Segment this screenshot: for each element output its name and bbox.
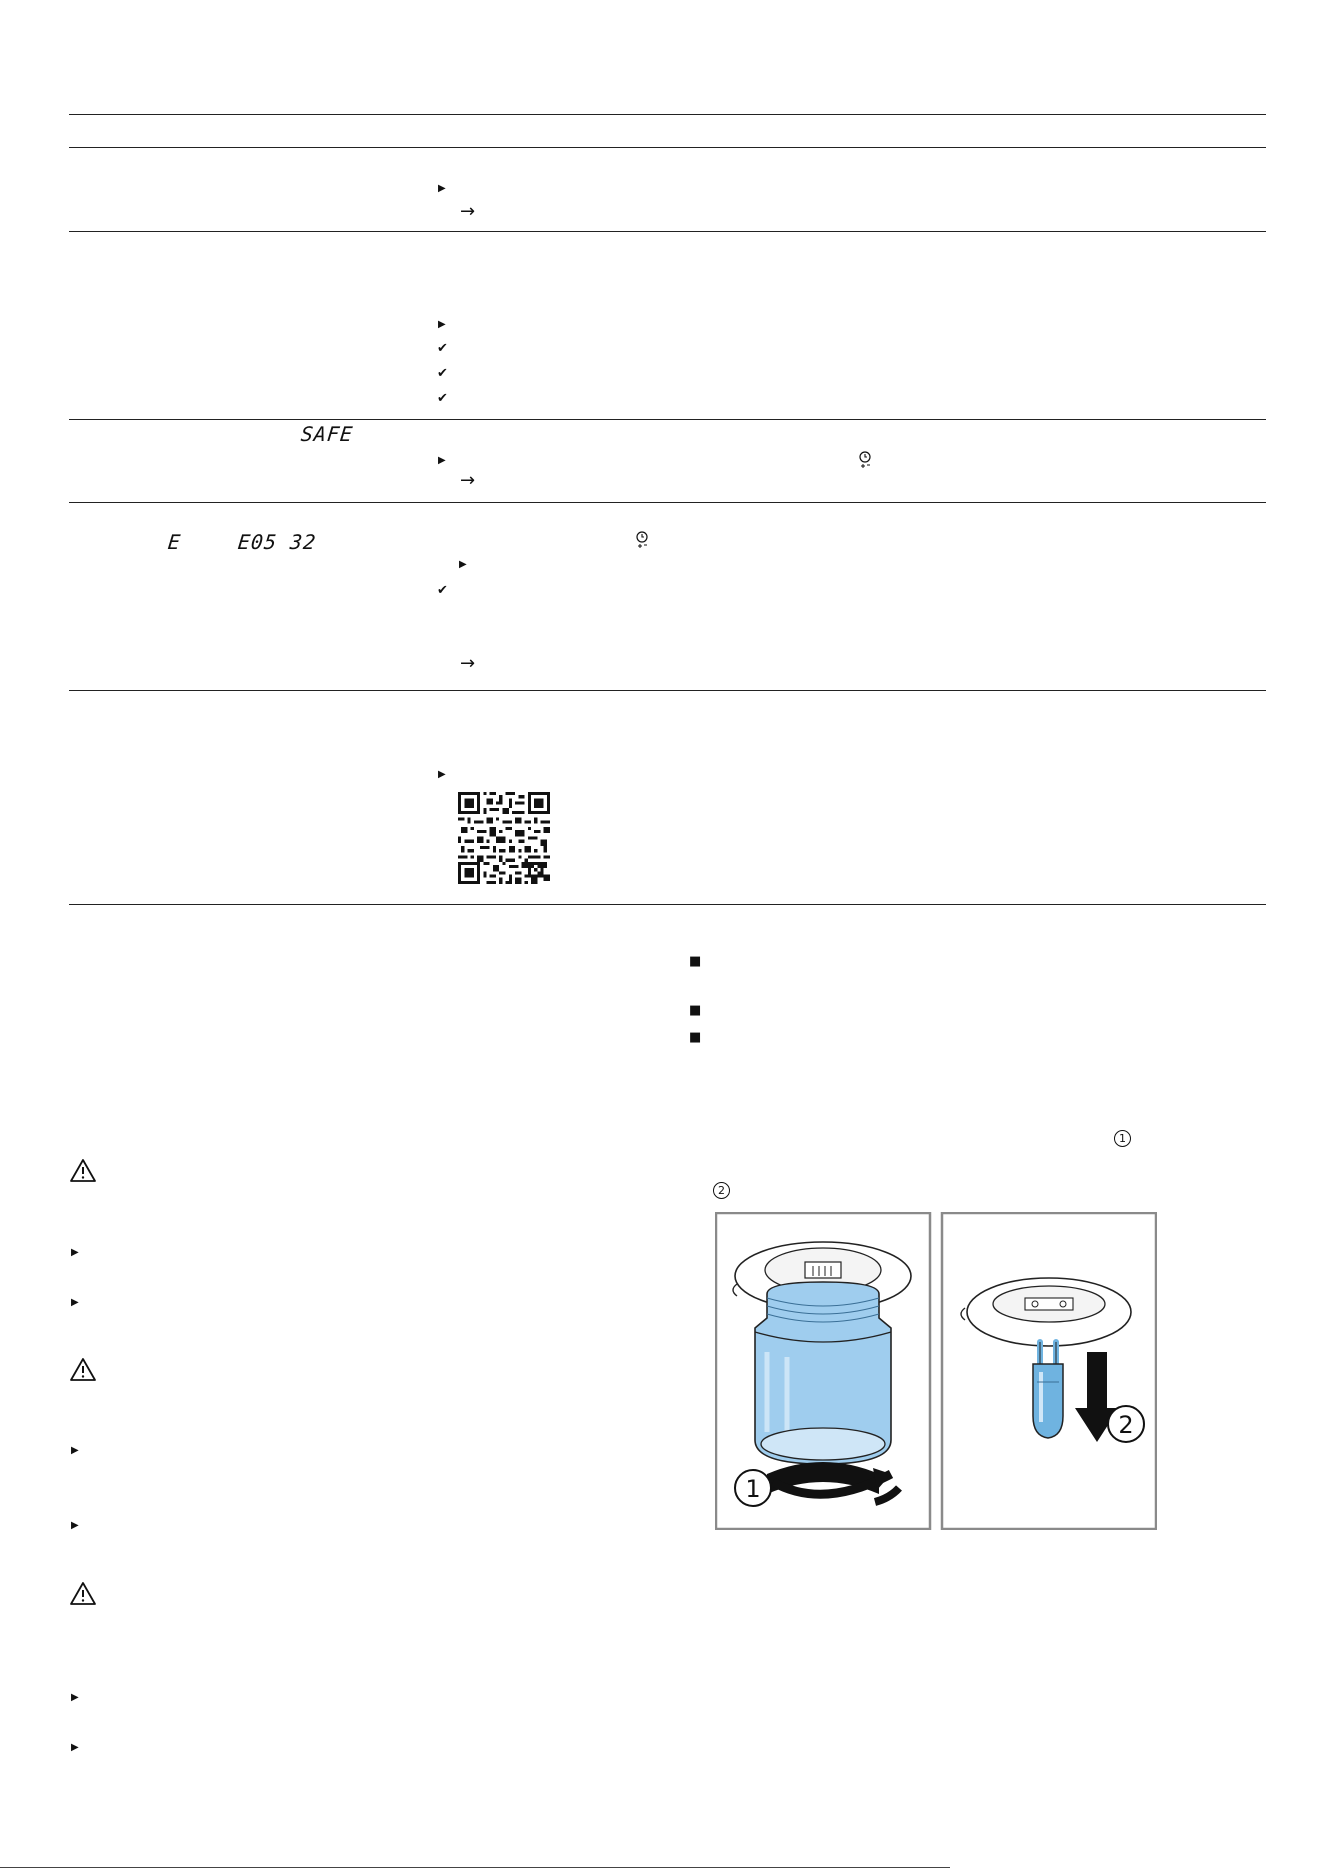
step-marker-1: 1	[1114, 1130, 1131, 1147]
table-row-rule	[69, 502, 1266, 503]
display-code-error-letter: E	[166, 530, 183, 554]
step-triangle-icon: ▶	[71, 1520, 79, 1531]
table-header-rule	[69, 147, 1266, 148]
warning-triangle-icon	[69, 1357, 97, 1383]
result-arrow-icon: →	[460, 201, 476, 222]
bullet-square-icon: ■	[689, 1030, 702, 1045]
step-triangle-icon: ▶	[71, 1297, 79, 1308]
qr-code-icon	[458, 792, 550, 884]
result-arrow-icon: →	[460, 653, 476, 674]
step-triangle-icon: ▶	[71, 1247, 79, 1258]
check-icon: ✔	[437, 366, 448, 381]
warning-triangle-icon	[69, 1581, 97, 1607]
clock-key-icon	[635, 531, 649, 549]
figure-step-1-label: 1	[745, 1475, 761, 1503]
step-marker-2: 2	[713, 1182, 730, 1199]
check-icon: ✔	[437, 391, 448, 406]
display-code-error: E05 32	[236, 530, 318, 554]
check-icon: ✔	[437, 583, 448, 598]
figure-step-2-label: 2	[1118, 1411, 1134, 1439]
table-bottom-rule	[69, 904, 1266, 905]
step-triangle-icon: ▶	[459, 559, 467, 570]
step-triangle-icon: ▶	[71, 1742, 79, 1753]
check-icon: ✔	[437, 341, 448, 356]
result-arrow-icon: →	[460, 470, 476, 491]
step-triangle-icon: ▶	[438, 455, 446, 466]
bullet-square-icon: ■	[689, 954, 702, 969]
step-triangle-icon: ▶	[438, 183, 446, 194]
bullet-square-icon: ■	[689, 1003, 702, 1018]
table-top-rule	[69, 114, 1266, 115]
clock-key-icon	[858, 451, 872, 469]
step-triangle-icon: ▶	[71, 1692, 79, 1703]
table-row-rule	[69, 690, 1266, 691]
display-code-safe: SAFE	[299, 422, 355, 446]
lamp-replacement-figure	[715, 1212, 1157, 1530]
step-triangle-icon: ▶	[438, 769, 446, 780]
table-row-rule	[69, 231, 1266, 232]
step-triangle-icon: ▶	[71, 1445, 79, 1456]
footer-rule	[0, 1867, 950, 1868]
warning-triangle-icon	[69, 1158, 97, 1184]
table-row-rule	[69, 419, 1266, 420]
step-triangle-icon: ▶	[438, 319, 446, 330]
